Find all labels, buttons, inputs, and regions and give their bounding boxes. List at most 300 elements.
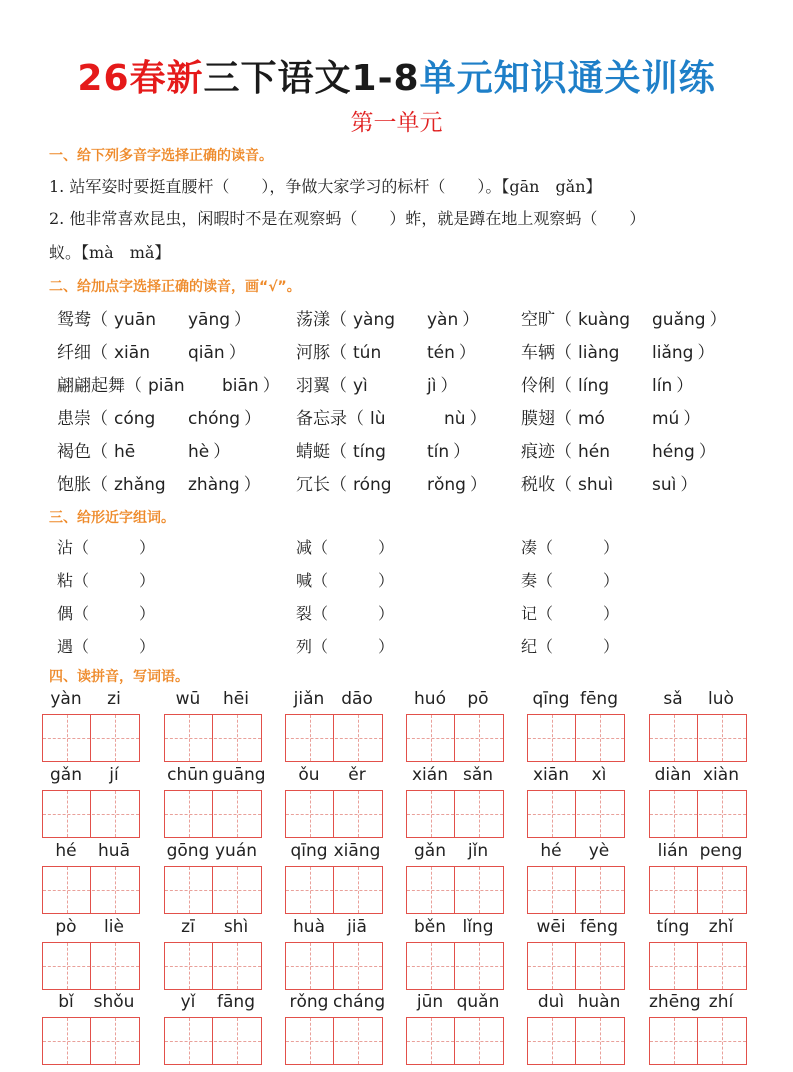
- grid-guide-line: [431, 1018, 432, 1064]
- word-group-item: [57, 601, 155, 624]
- writing-grid[interactable]: [527, 714, 625, 762]
- pinyin-label: [285, 689, 381, 709]
- option-a[interactable]: cóng: [114, 409, 156, 429]
- paren-close: ）: [469, 409, 487, 429]
- paren-open: （: [312, 571, 329, 590]
- grid-guide-line: [165, 966, 261, 967]
- paren-open: （: [555, 343, 572, 363]
- answer-paren[interactable]: [537, 535, 619, 558]
- group-char: 减: [296, 538, 313, 557]
- paren-open: （: [330, 442, 347, 462]
- pinyin-label: [42, 841, 138, 861]
- grid-guide-line: [479, 867, 480, 913]
- writing-grid[interactable]: [285, 942, 383, 990]
- answer-paren[interactable]: [312, 634, 394, 657]
- grid-guide-line: [479, 715, 480, 761]
- grid-guide-line: [237, 1018, 238, 1064]
- writing-grid[interactable]: [164, 714, 262, 762]
- choice-word: 备忘录: [296, 409, 347, 429]
- pinyin-label: [527, 689, 623, 709]
- word-group-item: [296, 535, 394, 558]
- pinyin-choice-item: [296, 338, 476, 363]
- option-a[interactable]: tíng: [353, 442, 386, 462]
- pinyin-choice-item: [57, 371, 280, 396]
- writing-grid[interactable]: [164, 1017, 262, 1065]
- writing-grid[interactable]: [649, 714, 747, 762]
- pinyin-syllable: ěr: [348, 765, 366, 785]
- grid-guide-line: [600, 791, 601, 837]
- group-char: 列: [296, 637, 313, 656]
- grid-guide-line: [310, 943, 311, 989]
- grid-guide-line: [237, 943, 238, 989]
- option-a[interactable]: yì: [353, 376, 368, 396]
- answer-paren[interactable]: [537, 601, 619, 624]
- section-2-heading: 二、给加点字选择正确的读音，画“√”。: [49, 279, 301, 295]
- grid-guide-line: [165, 890, 261, 891]
- word-group-item: [521, 568, 619, 591]
- paren-close: ）: [462, 310, 480, 330]
- grid-guide-line: [528, 966, 624, 967]
- grid-guide-line: [43, 890, 139, 891]
- writing-grid[interactable]: [406, 942, 504, 990]
- pinyin-syllable: jūn: [416, 992, 444, 1012]
- grid-guide-line: [67, 1018, 68, 1064]
- paren-open: （: [537, 571, 554, 590]
- grid-guide-line: [115, 867, 116, 913]
- writing-grid[interactable]: [285, 1017, 383, 1065]
- option-a[interactable]: piān: [148, 376, 185, 396]
- pinyin-label: [649, 689, 745, 709]
- section-1-heading: 一、给下列多音字选择正确的读音。: [49, 148, 273, 164]
- choice-word: 饱胀: [57, 475, 91, 495]
- pinyin-label: [285, 765, 381, 785]
- pinyin-label: [42, 992, 138, 1012]
- grid-guide-line: [358, 715, 359, 761]
- grid-guide-line: [237, 867, 238, 913]
- pinyin-syllable: yè: [588, 841, 610, 861]
- option-a[interactable]: hē: [114, 442, 136, 462]
- pinyin-label: [406, 992, 502, 1012]
- option-b[interactable]: tín: [427, 442, 450, 462]
- grid-guide-line: [674, 867, 675, 913]
- pinyin-syllable: zī: [181, 917, 195, 937]
- grid-guide-line: [310, 715, 311, 761]
- option-a[interactable]: kuàng: [578, 310, 631, 330]
- choice-word: 翩翩起舞: [57, 376, 125, 396]
- pinyin-choice-item: [296, 437, 470, 462]
- group-char: 裂: [296, 604, 313, 623]
- answer-paren[interactable]: [73, 634, 155, 657]
- writing-grid[interactable]: [42, 1017, 140, 1065]
- pinyin-syllable: dāo: [341, 689, 373, 709]
- paren-close: ）: [228, 343, 246, 363]
- pinyin-choice-item: [521, 437, 716, 462]
- pinyin-syllable: xián: [412, 765, 448, 785]
- writing-grid[interactable]: [406, 866, 504, 914]
- grid-guide-line: [43, 1041, 139, 1042]
- option-b[interactable]: biān: [222, 376, 259, 396]
- group-char: 喊: [296, 571, 313, 590]
- option-a[interactable]: liàng: [578, 343, 620, 363]
- choice-word: 纤细: [57, 343, 91, 363]
- option-a[interactable]: líng: [578, 376, 610, 396]
- pinyin-choice-item: [57, 404, 261, 429]
- paren-open: （: [555, 376, 572, 396]
- option-b[interactable]: rǒng: [427, 475, 466, 495]
- paren-open: （: [330, 310, 347, 330]
- grid-guide-line: [407, 1041, 503, 1042]
- grid-guide-line: [189, 791, 190, 837]
- writing-grid[interactable]: [406, 790, 504, 838]
- grid-guide-line: [358, 791, 359, 837]
- option-b[interactable]: héng: [652, 442, 695, 462]
- pinyin-syllable: ǒu: [298, 765, 320, 785]
- pinyin-syllable: xiàn: [703, 765, 739, 785]
- answer-paren[interactable]: [73, 568, 155, 591]
- option-a[interactable]: xiān: [114, 343, 150, 363]
- word-group-item: [296, 568, 394, 591]
- writing-grid[interactable]: [42, 790, 140, 838]
- option-b[interactable]: zhàng: [188, 475, 240, 495]
- grid-guide-line: [286, 738, 382, 739]
- pinyin-syllable: peng: [699, 841, 743, 861]
- pinyin-label: [649, 917, 745, 937]
- pinyin-syllable: wēi: [536, 917, 566, 937]
- grid-guide-line: [67, 867, 68, 913]
- grid-guide-line: [286, 1041, 382, 1042]
- grid-guide-line: [722, 1018, 723, 1064]
- option-a[interactable]: yuān: [114, 310, 157, 330]
- answer-paren[interactable]: [73, 601, 155, 624]
- paren-open: （: [73, 604, 90, 623]
- word-group-item: [521, 601, 619, 624]
- option-a[interactable]: lù: [370, 409, 386, 429]
- writing-grid[interactable]: [164, 942, 262, 990]
- choice-word: 痕迹: [521, 442, 555, 462]
- writing-grid[interactable]: [42, 714, 140, 762]
- option-b[interactable]: guǎng: [652, 310, 706, 330]
- paren-open: （: [330, 376, 347, 396]
- pinyin-label: [42, 765, 138, 785]
- writing-grid[interactable]: [42, 866, 140, 914]
- paren-open: （: [91, 310, 108, 330]
- pinyin-label: [406, 765, 502, 785]
- pinyin-syllable: gǎn: [50, 765, 82, 785]
- pinyin-syllable: guāng: [212, 765, 266, 785]
- answer-paren[interactable]: [312, 601, 394, 624]
- pinyin-syllable: fāng: [217, 992, 255, 1012]
- group-char: 奏: [521, 571, 538, 590]
- pinyin-syllable: pō: [467, 689, 489, 709]
- grid-guide-line: [600, 1018, 601, 1064]
- paren-open: （: [347, 409, 364, 429]
- paren-open: （: [91, 409, 108, 429]
- pinyin-syllable: xiāng: [333, 841, 381, 861]
- paren-open: （: [73, 571, 90, 590]
- paren-close: ）: [440, 376, 458, 396]
- paren-open: （: [91, 343, 108, 363]
- grid-guide-line: [479, 943, 480, 989]
- word-group-item: [57, 634, 155, 657]
- pinyin-choice-item: [296, 404, 487, 429]
- answer-paren[interactable]: [312, 568, 394, 591]
- option-b[interactable]: tén: [427, 343, 455, 363]
- choice-word: 膜翅: [521, 409, 555, 429]
- grid-guide-line: [528, 738, 624, 739]
- option-a[interactable]: tún: [353, 343, 382, 363]
- pinyin-syllable: hé: [55, 841, 77, 861]
- choice-word: 税收: [521, 475, 555, 495]
- grid-guide-line: [479, 1018, 480, 1064]
- grid-guide-line: [674, 1018, 675, 1064]
- grid-guide-line: [310, 791, 311, 837]
- paren-close: ）: [603, 637, 620, 656]
- writing-grid[interactable]: [406, 714, 504, 762]
- pinyin-syllable: luò: [708, 689, 734, 709]
- grid-guide-line: [674, 715, 675, 761]
- writing-grid[interactable]: [527, 1017, 625, 1065]
- pinyin-label: [527, 992, 623, 1012]
- pinyin-syllable: xì: [591, 765, 607, 785]
- grid-guide-line: [237, 715, 238, 761]
- grid-guide-line: [115, 715, 116, 761]
- answer-paren[interactable]: [312, 535, 394, 558]
- answer-paren[interactable]: [537, 634, 619, 657]
- title-part-red: 26春新: [77, 58, 204, 99]
- grid-guide-line: [43, 966, 139, 967]
- pinyin-label: [164, 841, 260, 861]
- grid-guide-line: [431, 943, 432, 989]
- pinyin-choice-item: [521, 404, 700, 429]
- writing-grid[interactable]: [42, 942, 140, 990]
- grid-guide-line: [600, 715, 601, 761]
- paren-close: ）: [709, 310, 727, 330]
- grid-guide-line: [165, 1041, 261, 1042]
- pinyin-label: [42, 689, 138, 709]
- grid-guide-line: [528, 1041, 624, 1042]
- writing-grid[interactable]: [285, 790, 383, 838]
- pinyin-syllable: rǒng: [289, 992, 329, 1012]
- pinyin-syllable: lián: [657, 841, 689, 861]
- pinyin-syllable: shǒu: [93, 992, 135, 1012]
- pinyin-choice-item: [57, 305, 251, 330]
- pinyin-label: [164, 917, 260, 937]
- grid-guide-line: [722, 867, 723, 913]
- word-group-item: [521, 535, 619, 558]
- pinyin-label: [406, 841, 502, 861]
- section-4-heading: 四、读拼音，写词语。: [49, 669, 189, 685]
- group-char: 偶: [57, 604, 74, 623]
- option-a[interactable]: yàng: [353, 310, 396, 330]
- paren-open: （: [312, 604, 329, 623]
- pinyin-syllable: duì: [537, 992, 565, 1012]
- group-char: 凑: [521, 538, 538, 557]
- pinyin-syllable: hēi: [223, 689, 249, 709]
- group-char: 粘: [57, 571, 74, 590]
- paren-close: ）: [234, 310, 252, 330]
- paren-close: ）: [378, 538, 395, 557]
- grid-guide-line: [552, 715, 553, 761]
- grid-guide-line: [358, 943, 359, 989]
- answer-paren[interactable]: [537, 568, 619, 591]
- grid-guide-line: [310, 867, 311, 913]
- pinyin-choice-item: [521, 305, 727, 330]
- option-a[interactable]: zhǎng: [114, 475, 166, 495]
- choice-word: 伶俐: [521, 376, 555, 396]
- pinyin-syllable: gǎn: [414, 841, 446, 861]
- option-b[interactable]: jì: [427, 376, 437, 396]
- paren-open: （: [73, 637, 90, 656]
- writing-grid[interactable]: [164, 790, 262, 838]
- paren-open: （: [537, 538, 554, 557]
- option-b[interactable]: suì: [652, 475, 677, 495]
- option-b[interactable]: yàn: [427, 310, 459, 330]
- pinyin-label: [164, 689, 260, 709]
- pinyin-choice-item: [296, 470, 487, 495]
- paren-close: ）: [469, 475, 487, 495]
- grid-guide-line: [552, 943, 553, 989]
- pinyin-syllable: qīng: [290, 841, 328, 861]
- paren-close: ）: [139, 604, 156, 623]
- grid-guide-line: [67, 791, 68, 837]
- group-char: 纪: [521, 637, 538, 656]
- writing-grid[interactable]: [527, 790, 625, 838]
- grid-guide-line: [479, 791, 480, 837]
- pinyin-syllable: fēng: [579, 917, 618, 937]
- writing-grid[interactable]: [649, 1017, 747, 1065]
- paren-open: （: [73, 538, 90, 557]
- grid-guide-line: [600, 943, 601, 989]
- choice-word: 河豚: [296, 343, 330, 363]
- pinyin-syllable: wū: [175, 689, 201, 709]
- grid-guide-line: [286, 814, 382, 815]
- paren-close: ）: [697, 343, 715, 363]
- pinyin-syllable: sǎ: [663, 689, 683, 709]
- option-b[interactable]: lín: [652, 376, 673, 396]
- pinyin-syllable: jí: [109, 765, 119, 785]
- title-part-blue: 单元知识通关训练: [419, 58, 716, 99]
- option-a[interactable]: hén: [578, 442, 611, 462]
- paren-close: ）: [378, 604, 395, 623]
- pinyin-label: [649, 992, 745, 1012]
- title-part-black: 三下语文1-8: [203, 58, 420, 99]
- pinyin-syllable: hé: [540, 841, 562, 861]
- pinyin-syllable: quǎn: [456, 992, 500, 1012]
- writing-grid[interactable]: [527, 942, 625, 990]
- group-char: 遇: [57, 637, 74, 656]
- option-b[interactable]: qiān: [188, 343, 225, 363]
- paren-close: ）: [683, 409, 701, 429]
- option-a[interactable]: shuì: [578, 475, 614, 495]
- paren-close: ）: [680, 475, 698, 495]
- paren-open: （: [537, 637, 554, 656]
- paren-open: （: [555, 310, 572, 330]
- choice-word: 车辆: [521, 343, 555, 363]
- pinyin-syllable: lǐng: [462, 917, 494, 937]
- grid-guide-line: [286, 890, 382, 891]
- word-group-item: [521, 634, 619, 657]
- paren-open: （: [555, 409, 572, 429]
- option-b[interactable]: yāng: [188, 310, 231, 330]
- writing-grid[interactable]: [527, 866, 625, 914]
- pinyin-syllable: huàn: [577, 992, 621, 1012]
- paren-open: （: [91, 442, 108, 462]
- grid-guide-line: [722, 791, 723, 837]
- grid-guide-line: [310, 1018, 311, 1064]
- option-b[interactable]: nù: [444, 409, 466, 429]
- pinyin-syllable: huā: [98, 841, 130, 861]
- grid-guide-line: [189, 715, 190, 761]
- paren-open: （: [330, 475, 347, 495]
- pinyin-choice-item: [521, 470, 697, 495]
- option-a[interactable]: mó: [578, 409, 605, 429]
- grid-guide-line: [528, 890, 624, 891]
- pinyin-label: [164, 992, 260, 1012]
- word-group-item: [296, 634, 394, 657]
- grid-guide-line: [674, 943, 675, 989]
- option-b[interactable]: mú: [652, 409, 680, 429]
- pinyin-syllable: xiān: [533, 765, 569, 785]
- paren-close: ）: [139, 571, 156, 590]
- paren-open: （: [312, 637, 329, 656]
- option-b[interactable]: chóng: [188, 409, 241, 429]
- writing-grid[interactable]: [164, 866, 262, 914]
- grid-guide-line: [650, 890, 746, 891]
- pinyin-syllable: zhí: [708, 992, 734, 1012]
- paren-close: ）: [603, 538, 620, 557]
- grid-guide-line: [431, 715, 432, 761]
- page-title: [0, 50, 793, 101]
- pinyin-syllable: fēng: [579, 689, 618, 709]
- pinyin-choice-item: [296, 305, 479, 330]
- paren-open: （: [537, 604, 554, 623]
- option-b[interactable]: hè: [188, 442, 210, 462]
- grid-guide-line: [528, 814, 624, 815]
- grid-guide-line: [552, 1018, 553, 1064]
- writing-grid[interactable]: [406, 1017, 504, 1065]
- pinyin-label: [527, 765, 623, 785]
- answer-paren[interactable]: [73, 535, 155, 558]
- pinyin-label: [649, 841, 745, 861]
- paren-open: （: [330, 343, 347, 363]
- q1-line-2: 2. 他非常喜欢昆虫，闲暇时不是在观察蚂（ ）蚱，就是蹲在地上观察蚂（ ）: [49, 209, 646, 228]
- writing-grid[interactable]: [649, 790, 747, 838]
- writing-grid[interactable]: [285, 866, 383, 914]
- paren-open: （: [312, 538, 329, 557]
- option-a[interactable]: róng: [353, 475, 392, 495]
- pinyin-choice-item: [57, 470, 261, 495]
- pinyin-syllable: zhǐ: [708, 917, 734, 937]
- pinyin-syllable: yuán: [214, 841, 258, 861]
- writing-grid[interactable]: [649, 866, 747, 914]
- paren-close: ）: [458, 343, 476, 363]
- grid-guide-line: [237, 791, 238, 837]
- writing-grid[interactable]: [649, 942, 747, 990]
- pinyin-label: [42, 917, 138, 937]
- pinyin-syllable: yàn: [50, 689, 82, 709]
- choice-word: 褐色: [57, 442, 91, 462]
- grid-guide-line: [650, 738, 746, 739]
- grid-guide-line: [43, 738, 139, 739]
- group-char: 沾: [57, 538, 74, 557]
- paren-open: （: [555, 442, 572, 462]
- writing-grid[interactable]: [285, 714, 383, 762]
- paren-open: （: [555, 475, 572, 495]
- paren-open: （: [125, 376, 142, 396]
- grid-guide-line: [650, 966, 746, 967]
- word-group-item: [57, 568, 155, 591]
- option-b[interactable]: liǎng: [652, 343, 694, 363]
